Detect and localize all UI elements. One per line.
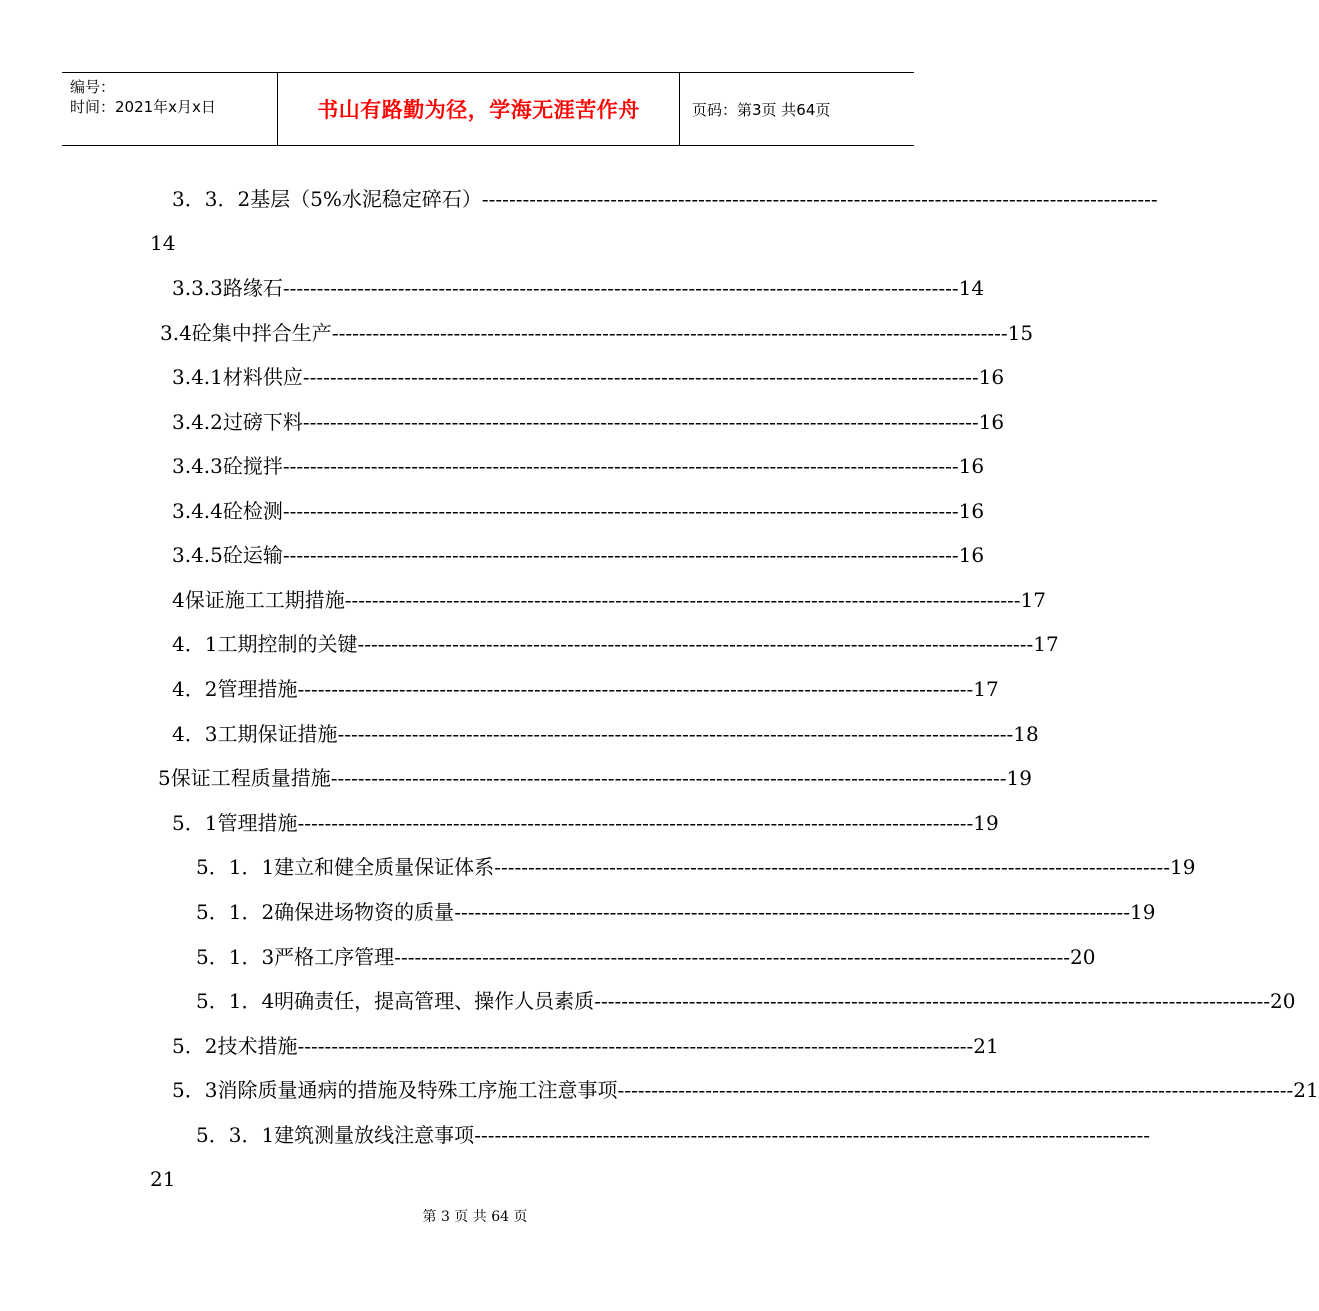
- toc-entry-page: 21: [1293, 1078, 1319, 1102]
- toc-entry-page: 20: [1269, 989, 1296, 1013]
- toc-entry[interactable]: [172, 451, 985, 481]
- toc-entry[interactable]: [172, 362, 1005, 392]
- toc-entry-title: 5．1．4明确责任，提高管理、操作人员素质: [196, 989, 595, 1013]
- toc-leader: ----------------------------------------------------------------------------------------------------: [337, 722, 1014, 746]
- toc-entry[interactable]: [172, 629, 1059, 659]
- toc-entry[interactable]: [196, 852, 1196, 882]
- footer-page-number: 第 3 页 共 64 页: [422, 1209, 528, 1225]
- toc-leader: ----------------------------------------------------------------------------------------------------: [474, 1123, 1150, 1147]
- toc-entry[interactable]: [158, 763, 1032, 793]
- toc-entry[interactable]: [172, 674, 999, 704]
- toc-leader: ----------------------------------------------------------------------------------------------------: [357, 632, 1034, 656]
- toc-entry-page: 17: [973, 677, 999, 701]
- toc-entry[interactable]: [172, 808, 999, 838]
- page-footer: [0, 1206, 950, 1226]
- toc-entry-page: 19: [973, 811, 999, 835]
- toc-entry-page: 20: [1069, 945, 1096, 969]
- toc-leader: ----------------------------------------------------------------------------------------------------: [617, 1078, 1294, 1102]
- toc-entry-page: 17: [1033, 632, 1059, 656]
- toc-entry-title: 5．2技术措施: [172, 1034, 298, 1058]
- toc-leader: ----------------------------------------------------------------------------------------------------: [302, 410, 979, 434]
- toc-leader: ----------------------------------------------------------------------------------------------------: [297, 1034, 974, 1058]
- toc-entry-title: 5．1．3严格工序管理: [196, 945, 395, 969]
- toc-entry[interactable]: [196, 986, 1296, 1016]
- toc-entry-title: 3．3．2基层（5%水泥稳定碎石）: [172, 187, 482, 211]
- toc-leader: ----------------------------------------------------------------------------------------------------: [297, 677, 974, 701]
- toc-leader: ----------------------------------------------------------------------------------------------------: [330, 766, 1007, 790]
- header-page-cell: [680, 73, 914, 145]
- toc-entry[interactable]: [172, 585, 1046, 615]
- toc-entry[interactable]: [172, 540, 985, 570]
- toc-leader: ----------------------------------------------------------------------------------------------------: [302, 365, 979, 389]
- toc-leader: ----------------------------------------------------------------------------------------------------: [297, 811, 974, 835]
- toc-entry-page: 14: [958, 276, 985, 300]
- toc-leader: ----------------------------------------------------------------------------------------------------: [494, 855, 1170, 879]
- toc-entry-title: 3.4.5砼运输: [172, 543, 283, 567]
- toc-entry-title: 3.4.1材料供应: [172, 365, 303, 389]
- toc-leader: ----------------------------------------------------------------------------------------------------: [594, 989, 1270, 1013]
- toc-entry-page: 16: [958, 499, 985, 523]
- toc-entry[interactable]: [172, 184, 1158, 214]
- page-header: [62, 72, 914, 146]
- toc-entry-page: 15: [1007, 321, 1034, 345]
- toc-entry[interactable]: [196, 897, 1156, 927]
- toc-entry-title: 4保证施工工期措施: [172, 588, 345, 612]
- header-slogan: 书山有路勤为径，学海无涯苦作舟: [317, 98, 640, 122]
- toc-entry-page: 16: [958, 543, 985, 567]
- toc-entry-page: 21: [973, 1034, 999, 1058]
- document-code-label: 编号：: [70, 78, 116, 96]
- toc-entry[interactable]: [172, 273, 985, 303]
- toc-entry-title: 3.4.2过磅下料: [172, 410, 303, 434]
- toc-entry-title: 5．1．1建立和健全质量保证体系: [196, 855, 495, 879]
- header-slogan-cell: [278, 73, 680, 145]
- toc-entry-page: 16: [978, 410, 1005, 434]
- toc-entry-title: 5．1．2确保进场物资的质量: [196, 900, 455, 924]
- header-page-label: 页码：第3页 共64页: [692, 100, 831, 119]
- toc-entry[interactable]: [172, 496, 985, 526]
- toc-entry-title: 4．3工期保证措施: [172, 722, 338, 746]
- toc-leader: ----------------------------------------------------------------------------------------------------: [282, 276, 959, 300]
- toc-entry[interactable]: [172, 719, 1039, 749]
- toc-entry-page: 19: [1129, 900, 1156, 924]
- toc-entry-title: 5．3．1建筑测量放线注意事项: [196, 1123, 475, 1147]
- toc-entry-page: 17: [1020, 588, 1046, 612]
- toc-entry[interactable]: [196, 942, 1096, 972]
- toc-leader: ----------------------------------------------------------------------------------------------------: [394, 945, 1070, 969]
- toc-entry[interactable]: [172, 407, 1005, 437]
- toc-entry[interactable]: [160, 318, 1034, 348]
- toc-leader: ----------------------------------------------------------------------------------------------------: [282, 543, 959, 567]
- toc-entry-title: 3.3.3路缘石: [172, 276, 283, 300]
- toc-leader: ----------------------------------------------------------------------------------------------------: [282, 499, 959, 523]
- toc-leader: ----------------------------------------------------------------------------------------------------: [481, 187, 1158, 211]
- toc-entry-page: 14: [150, 231, 176, 255]
- toc-entry-title: 3.4.3砼搅拌: [172, 454, 283, 478]
- toc-entry[interactable]: [172, 1031, 999, 1061]
- toc-entry-title: 5．1管理措施: [172, 811, 298, 835]
- toc-entry-title: 3.4砼集中拌合生产: [160, 321, 332, 345]
- toc-entry[interactable]: [196, 1120, 1150, 1150]
- toc-entry-title: 3.4.4砼检测: [172, 499, 283, 523]
- toc-entry-page: 16: [958, 454, 985, 478]
- document-time-label: 时间：2021年x月x日: [70, 98, 216, 116]
- toc-entry-title: 5保证工程质量措施: [158, 766, 331, 790]
- toc-leader: ----------------------------------------------------------------------------------------------------: [282, 454, 959, 478]
- toc-entry-title: 4．1工期控制的关键: [172, 632, 358, 656]
- toc-entry-page: 19: [1006, 766, 1032, 790]
- toc-entry-title: 4．2管理措施: [172, 677, 298, 701]
- toc-entry-page: 16: [978, 365, 1005, 389]
- header-info-cell: [62, 73, 278, 145]
- toc-entry-title: 5．3消除质量通病的措施及特殊工序施工注意事项: [172, 1078, 618, 1102]
- toc-leader: ----------------------------------------------------------------------------------------------------: [344, 588, 1021, 612]
- toc-entry-page: 18: [1013, 722, 1039, 746]
- toc-entry-page: 19: [1169, 855, 1196, 879]
- toc-entry[interactable]: [172, 1075, 1319, 1105]
- toc-leader: ----------------------------------------------------------------------------------------------------: [454, 900, 1130, 924]
- toc-leader: ----------------------------------------------------------------------------------------------------: [331, 321, 1008, 345]
- toc-entry-page: 21: [150, 1167, 176, 1191]
